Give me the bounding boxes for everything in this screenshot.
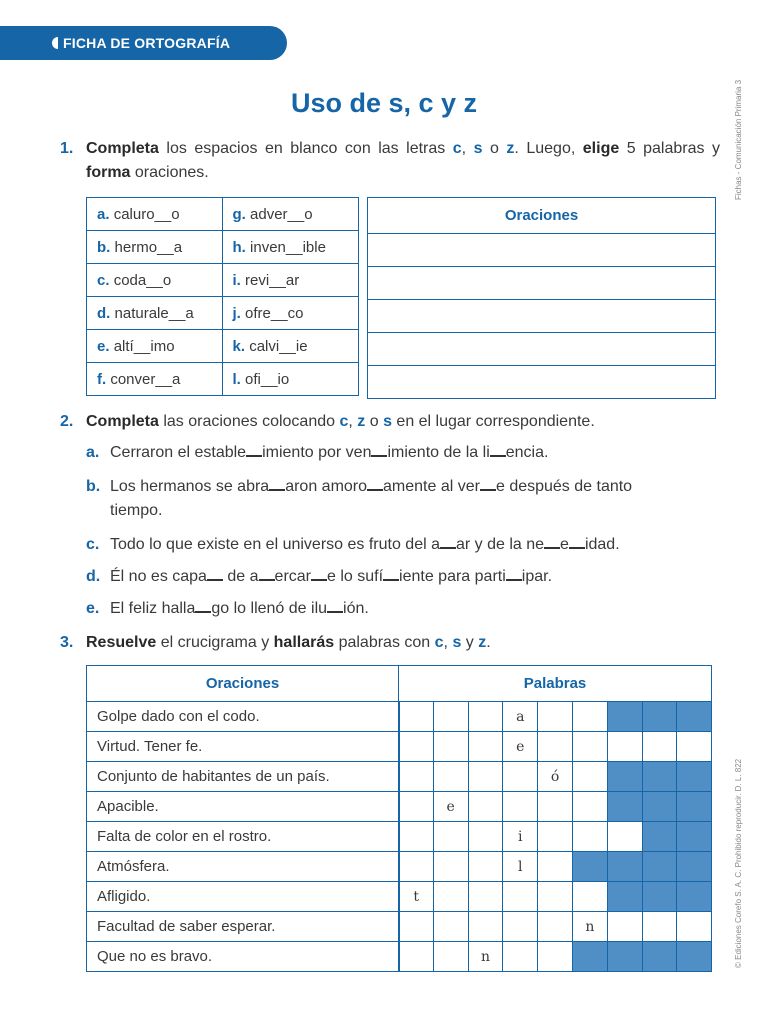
crossword-clue: Virtud. Tener fe. — [87, 732, 399, 762]
word-letter: f. — [97, 370, 107, 388]
q2-item-text: aron amoro — [285, 478, 368, 495]
crossword-cell[interactable] — [399, 702, 434, 732]
q2-item-letter: a. — [86, 444, 100, 461]
word-text: hermo__a — [114, 238, 183, 256]
crossword-blocked-cell — [607, 942, 642, 972]
crossword-blocked-cell — [607, 792, 642, 822]
word-letter: l. — [232, 370, 241, 388]
blank-slot[interactable] — [371, 441, 387, 457]
q2-item-text: ercar — [274, 568, 311, 585]
crossword-blocked-cell — [642, 702, 677, 732]
crossword-cell[interactable] — [572, 792, 607, 822]
q2-item-text: e lo sufí — [327, 568, 384, 585]
crossword-cell[interactable] — [677, 912, 712, 942]
word-cell[interactable] — [87, 231, 223, 264]
crossword-cell[interactable] — [538, 822, 573, 852]
word-letter: k. — [232, 337, 246, 355]
crossword-blocked-cell — [677, 762, 712, 792]
col-palabras: Palabras — [399, 666, 712, 702]
crossword-blocked-cell — [607, 852, 642, 882]
q2-item-text: ar y de la ne — [455, 536, 545, 553]
crossword-cell[interactable] — [503, 762, 538, 792]
q2-item-text: iente para parti — [399, 568, 506, 585]
oracion-line[interactable] — [368, 366, 716, 399]
crossword-cell[interactable] — [503, 942, 538, 972]
word-row — [87, 198, 359, 231]
word-row — [87, 231, 359, 264]
blank-slot[interactable] — [311, 565, 327, 581]
word-cell[interactable] — [222, 231, 358, 264]
word-letter: a. — [97, 205, 110, 223]
word-letter: j. — [232, 304, 241, 322]
blank-slot[interactable] — [259, 565, 275, 581]
word-text: revi__ar — [245, 271, 300, 289]
blank-slot[interactable] — [195, 597, 211, 613]
crossword-cell[interactable] — [433, 822, 468, 852]
crossword-blocked-cell — [677, 792, 712, 822]
oracion-line[interactable] — [368, 300, 716, 333]
word-letter: i. — [232, 271, 241, 289]
word-cell[interactable] — [87, 297, 223, 330]
q2-item-letter: e. — [86, 600, 100, 617]
crossword-cell[interactable] — [572, 732, 607, 762]
crossword-cell[interactable] — [607, 732, 642, 762]
crossword-cell[interactable]: l — [503, 852, 538, 882]
crossword-cell[interactable] — [468, 762, 503, 792]
blank-slot[interactable] — [569, 533, 585, 549]
crossword-table — [86, 665, 712, 972]
crossword-cell[interactable] — [503, 912, 538, 942]
crossword-cell[interactable] — [538, 852, 573, 882]
crossword-blocked-cell — [677, 852, 712, 882]
crossword-cell[interactable] — [399, 942, 434, 972]
col-oraciones: Oraciones — [87, 666, 399, 702]
blank-slot[interactable] — [480, 475, 496, 491]
word-letter: b. — [97, 238, 111, 256]
crossword-clue: Que no es bravo. — [87, 942, 399, 972]
blank-slot[interactable] — [269, 475, 285, 491]
word-text: inven__ible — [250, 238, 326, 256]
crossword-cell[interactable] — [572, 882, 607, 912]
q2-item-letter: d. — [86, 568, 101, 585]
crossword-clue: Apacible. — [87, 792, 399, 822]
word-letter: d. — [97, 304, 111, 322]
crossword-cell[interactable] — [538, 912, 573, 942]
crossword-row — [87, 792, 712, 822]
q2-item-text: El feliz halla — [110, 600, 196, 617]
word-letter: e. — [97, 337, 110, 355]
blank-slot[interactable] — [367, 475, 383, 491]
q2-item-text: ión. — [343, 600, 369, 617]
word-cell[interactable] — [87, 330, 223, 363]
word-cell[interactable] — [87, 363, 223, 396]
crossword-cell[interactable] — [642, 732, 677, 762]
page-title: Uso de s, c y z — [290, 88, 478, 118]
crossword-row — [87, 732, 712, 762]
blank-slot[interactable] — [440, 533, 456, 549]
crossword-row — [87, 912, 712, 942]
word-letter: h. — [232, 238, 246, 256]
q2-item-text: Los hermanos se abra — [110, 478, 270, 495]
crossword-cell[interactable]: n — [468, 942, 503, 972]
q2-item-text: ipar. — [521, 568, 553, 585]
crossword-cell[interactable] — [538, 942, 573, 972]
crossword-blocked-cell — [607, 702, 642, 732]
crossword-blocked-cell — [607, 882, 642, 912]
crossword-clue: Conjunto de habitantes de un país. — [87, 762, 399, 792]
word-text: altí__imo — [113, 337, 175, 355]
crossword-row — [87, 822, 712, 852]
crossword-row — [87, 852, 712, 882]
q2-item — [86, 441, 718, 465]
crossword-cell[interactable]: ó — [538, 762, 573, 792]
q2-item-text: Cerraron el estable — [110, 444, 247, 461]
crossword-row — [87, 942, 712, 972]
blank-slot[interactable] — [490, 441, 506, 457]
q2-item-text: go lo llenó de ilu — [211, 600, 328, 617]
q1-text: 1. Completa los espacios en blanco con las letras c, s o z. Luego, elige 5 palabras y forma oraciones. — [60, 140, 720, 181]
crossword-cell[interactable]: t — [399, 882, 434, 912]
q2-item-continuation: tiempo. — [110, 502, 163, 519]
crossword-clue: Golpe dado con el codo. — [87, 702, 399, 732]
word-cell[interactable] — [87, 198, 223, 231]
blank-slot[interactable] — [246, 441, 262, 457]
q2-item-text: e — [560, 536, 569, 553]
crossword-cell[interactable] — [642, 912, 677, 942]
question-1 — [60, 137, 720, 185]
oracion-line[interactable] — [368, 234, 716, 267]
q2-item-text: de a — [222, 568, 259, 585]
crossword-cell[interactable] — [399, 822, 434, 852]
crossword-cell[interactable] — [607, 822, 642, 852]
crossword-cell[interactable] — [572, 762, 607, 792]
side-note-bottom: © Ediciones Corefo S. A. C. Prohibido reproducir. D. L. 822 — [734, 758, 743, 968]
crossword-cell[interactable] — [399, 762, 434, 792]
word-cell[interactable] — [87, 264, 223, 297]
crossword-cell[interactable] — [399, 732, 434, 762]
crossword-blocked-cell — [642, 852, 677, 882]
word-row — [87, 363, 359, 396]
crossword-clue: Atmósfera. — [87, 852, 399, 882]
word-text: coda__o — [113, 271, 172, 289]
crossword-cell[interactable] — [433, 732, 468, 762]
oraciones-header: Oraciones — [368, 198, 716, 234]
q3-text: 3. Resuelve el crucigrama y hallarás palabras con c, s y z. — [60, 634, 491, 651]
blank-slot[interactable] — [383, 565, 399, 581]
crossword-cell[interactable] — [468, 882, 503, 912]
crossword-cell[interactable] — [538, 792, 573, 822]
crossword-cell[interactable]: e — [503, 732, 538, 762]
crossword-cell[interactable] — [538, 702, 573, 732]
crossword-row — [87, 882, 712, 912]
crossword-cell[interactable] — [399, 912, 434, 942]
crossword-cell[interactable] — [468, 822, 503, 852]
q2-item-text: imiento de la li — [387, 444, 490, 461]
crossword-blocked-cell — [642, 942, 677, 972]
q2-item-text: idad. — [584, 536, 620, 553]
crossword-cell[interactable] — [433, 882, 468, 912]
crossword-cell[interactable] — [468, 852, 503, 882]
word-cell[interactable] — [222, 198, 358, 231]
crossword-blocked-cell — [677, 822, 712, 852]
crossword-blocked-cell — [677, 942, 712, 972]
word-cell[interactable] — [222, 363, 358, 396]
crossword-cell[interactable] — [399, 792, 434, 822]
oraciones-table — [367, 197, 716, 399]
crossword-blocked-cell — [572, 852, 607, 882]
crossword-cell[interactable] — [677, 732, 712, 762]
crossword-clue: Facultad de saber esperar. — [87, 912, 399, 942]
q2-item-text: encia. — [505, 444, 549, 461]
word-text: conver__a — [110, 370, 181, 388]
oracion-line[interactable] — [368, 333, 716, 366]
blank-slot[interactable] — [207, 565, 223, 581]
q2-item — [86, 533, 718, 557]
crossword-cell[interactable] — [607, 912, 642, 942]
crossword-cell[interactable] — [503, 882, 538, 912]
word-row — [87, 297, 359, 330]
q2-item — [86, 475, 718, 523]
crossword-row — [87, 762, 712, 792]
q2-item-text: e después de tanto — [495, 478, 633, 495]
crossword-cell[interactable] — [468, 702, 503, 732]
word-row — [87, 330, 359, 363]
word-text: caluro__o — [113, 205, 180, 223]
crossword-cell[interactable]: i — [503, 822, 538, 852]
header-tab — [0, 26, 287, 60]
crossword-cell[interactable] — [538, 882, 573, 912]
q2-item-text: imiento por ven — [262, 444, 372, 461]
crossword-cell[interactable] — [433, 702, 468, 732]
crossword-cell[interactable] — [433, 912, 468, 942]
crossword-blocked-cell — [572, 942, 607, 972]
words-table — [86, 197, 359, 396]
word-text: ofi__io — [245, 370, 290, 388]
word-letter: g. — [232, 205, 246, 223]
header-tab-label: FICHA DE ORTOGRAFÍA — [63, 35, 231, 51]
crossword-clue: Falta de color en el rostro. — [87, 822, 399, 852]
q2-item-text: Él no es capa — [110, 568, 207, 585]
crossword-row — [87, 702, 712, 732]
crossword-clue: Afligido. — [87, 882, 399, 912]
crossword-blocked-cell — [677, 882, 712, 912]
crossword-cell[interactable] — [433, 852, 468, 882]
crossword-cell[interactable] — [468, 912, 503, 942]
crossword-cell[interactable] — [399, 852, 434, 882]
crossword-cell[interactable] — [468, 792, 503, 822]
blank-slot[interactable] — [327, 597, 343, 613]
word-cell[interactable] — [222, 330, 358, 363]
word-text: naturale__a — [114, 304, 194, 322]
crossword-cell[interactable] — [538, 732, 573, 762]
crossword-cell[interactable] — [572, 822, 607, 852]
crossword-cell[interactable] — [433, 762, 468, 792]
crossword-cell[interactable] — [433, 942, 468, 972]
word-row — [87, 264, 359, 297]
crossword-cell[interactable] — [468, 732, 503, 762]
q2-item-letter: c. — [86, 536, 100, 553]
word-text: calvi__ie — [249, 337, 308, 355]
oracion-line[interactable] — [368, 267, 716, 300]
crossword-blocked-cell — [642, 762, 677, 792]
crossword-cell[interactable]: n — [572, 912, 607, 942]
q2-item-letter: b. — [86, 478, 101, 495]
q2-text: 2. Completa las oraciones colocando c, z o s en el lugar correspondiente. — [60, 413, 595, 430]
crossword-cell[interactable] — [572, 702, 607, 732]
crossword-blocked-cell — [642, 822, 677, 852]
crossword-cell[interactable] — [503, 792, 538, 822]
q2-item-text: amente al ver — [383, 478, 480, 495]
blank-slot[interactable] — [544, 533, 560, 549]
crossword-blocked-cell — [642, 792, 677, 822]
word-letter: c. — [97, 271, 110, 289]
crossword-cell[interactable]: a — [503, 702, 538, 732]
tab-bullet-icon — [52, 37, 58, 49]
word-cell[interactable] — [222, 297, 358, 330]
word-text: ofre__co — [245, 304, 304, 322]
word-cell[interactable] — [222, 264, 358, 297]
crossword-blocked-cell — [677, 702, 712, 732]
word-text: adver__o — [250, 205, 313, 223]
q2-item — [86, 597, 718, 621]
crossword-cell[interactable]: e — [433, 792, 468, 822]
q2-item-text: Todo lo que existe en el universo es fruto del a — [110, 536, 440, 553]
crossword-blocked-cell — [642, 882, 677, 912]
blank-slot[interactable] — [506, 565, 522, 581]
q2-item — [86, 565, 718, 589]
crossword-blocked-cell — [607, 762, 642, 792]
side-note-top: Fichas - Comunicación Primaria 3 — [734, 79, 743, 200]
